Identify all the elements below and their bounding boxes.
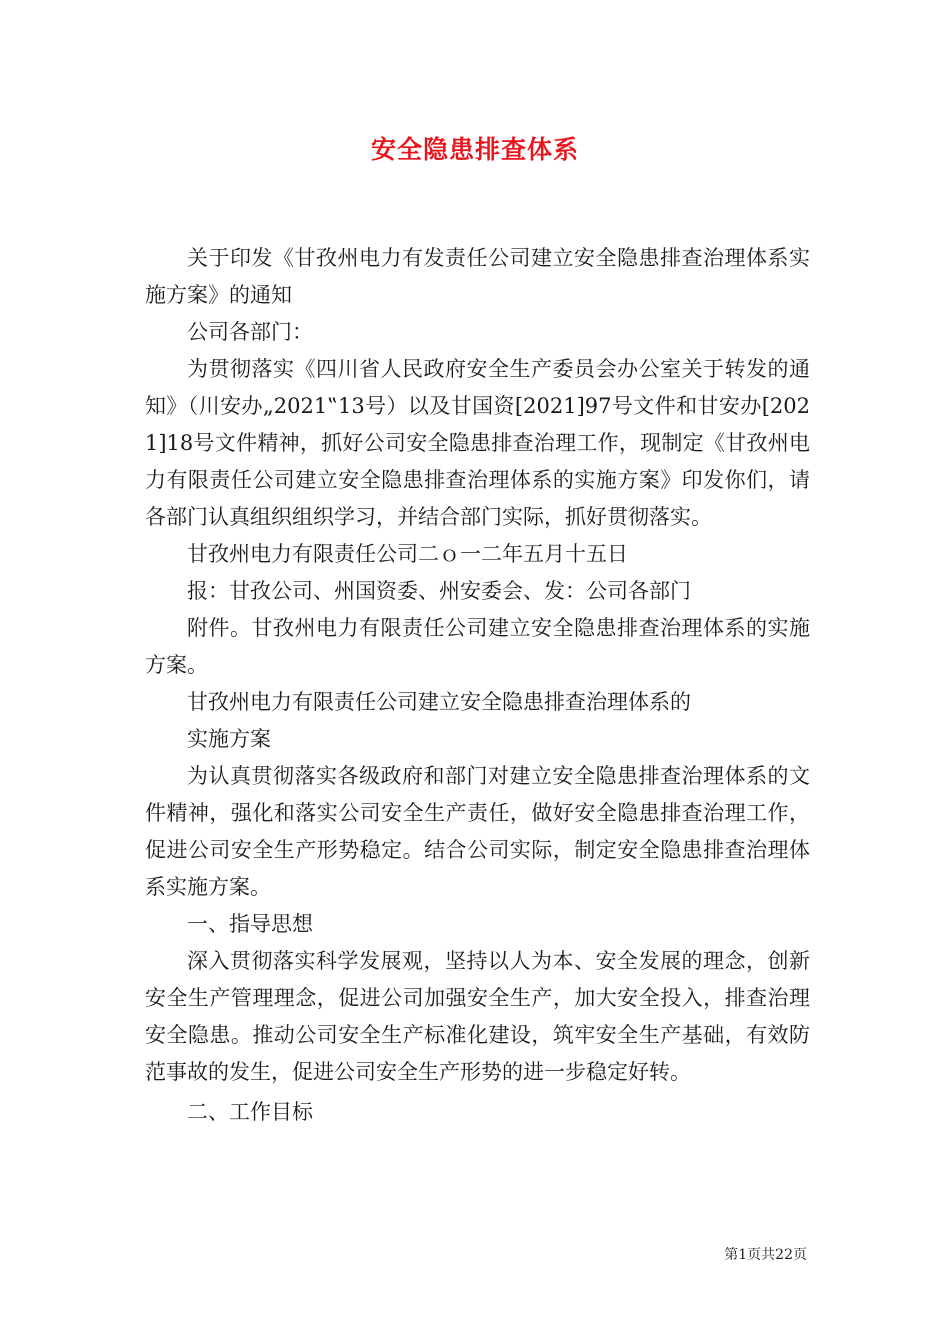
paragraph-distribution: 报：甘孜公司、州国资委、州安委会、发：公司各部门	[187, 579, 691, 603]
page-number: 第1页共22页	[724, 1247, 807, 1263]
paragraph-plan-intro: 为认真贯彻落实各级政府和部门对建立安全隐患排查治理体系的文件精神，强化和落实公司安全生产责任，做好安全隐患排查治理工作，促进公司安全生产形势稳定。结合公司实际，制定安全隐患排查治理体系实施方案。	[145, 764, 810, 899]
paragraph-intro: 为贯彻落实《四川省人民政府安全生产委员会办公室关于转发的通知》（川安办„2021‟13号）以及甘国资[2021]97号文件和甘安办[2021]18号文件精神，抓好公司安全隐患排查治理工作，现制定《甘孜州电力有限责任公司建立安全隐患排查治理体系的实施方案》印发你们，请各部门认真组织组织学习，并结合部门实际，抓好贯彻落实。	[145, 357, 810, 529]
paragraph-plan-title: 甘孜州电力有限责任公司建立安全隐患排查治理体系的	[187, 690, 691, 714]
paragraph-attachment: 附件。甘孜州电力有限责任公司建立安全隐患排查治理体系的实施方案。	[145, 616, 810, 677]
document-body	[145, 240, 810, 1131]
paragraph-salutation: 公司各部门：	[187, 320, 313, 344]
section-heading-work-goals: 二、工作目标	[187, 1100, 313, 1124]
paragraph-guiding-ideology: 深入贯彻落实科学发展观，坚持以人为本、安全发展的理念，创新安全生产管理理念，促进公司加强安全生产，加大安全投入，排查治理安全隐患。推动公司安全生产标准化建设，筑牢安全生产基础，有效防范事故的发生，促进公司安全生产形势的进一步稳定好转。	[145, 949, 810, 1084]
paragraph-plan-subtitle: 实施方案	[187, 727, 271, 751]
paragraph-notice-heading: 关于印发《甘孜州电力有发责任公司建立安全隐患排查治理体系实施方案》的通知	[145, 246, 810, 307]
section-heading-guiding-ideology: 一、指导思想	[187, 912, 313, 936]
paragraph-signature: 甘孜州电力有限责任公司二ｏ一二年五月十五日	[187, 542, 628, 566]
document-title: 安全隐患排查体系	[370, 135, 579, 164]
